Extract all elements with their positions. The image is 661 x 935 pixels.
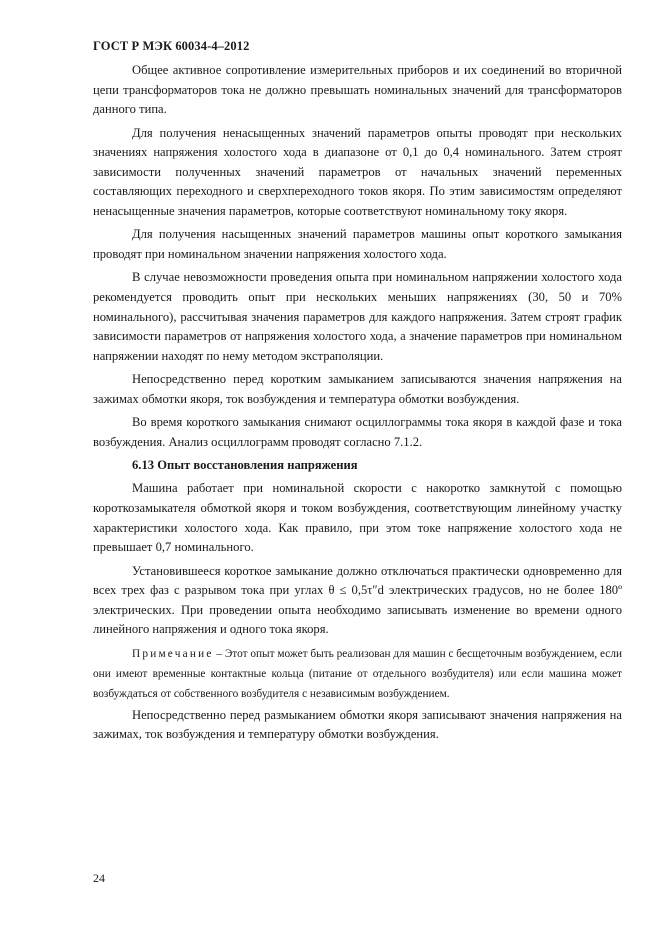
paragraph-reduced-voltage-test: В случае невозможности проведения опыта при номинальном напряжении холостого хода рекомендуется проводить опыт при нескольких меньших напряжениях (30, 50 и 70% номинального), рассчитывая значения параметров для каждого напряжения. Затем строят график зависимости параметров от напряжения холостого хода, а значение параметров при номинальном напряжении находят по нему методом экстраполяции. (93, 270, 622, 363)
note-paragraph (93, 644, 622, 704)
paragraph-transformer-resistance: Общее активное сопротивление измерительных приборов и их соединений во вторичной цепи трансформаторов тока не должно превышать номинальных значений для трансформаторов данного типа. (93, 63, 622, 117)
paragraph-oscillograms: Во время короткого замыкания снимают осциллограммы тока якоря в каждой фазе и тока возбуждения. Анализ осциллограмм проводят согласно 7.1.2. (93, 415, 622, 449)
paragraph-unsaturated-parameters: Для получения ненасыщенных значений параметров опыты проводят при нескольких значениях напряжения холостого хода в диапазоне от 0,1 до 0,4 номинального. Затем строят зависимости полученных значений параметров от начальных значений переменных составляющих переходного и сверхпереходного токов якоря. По этим зависимостям определяют ненасыщенные значения параметров, которые соответствуют номинальному току якоря. (93, 125, 622, 218)
angle-formula: θ ≤ 0,5τ″d (328, 583, 384, 598)
page-number: 24 (93, 871, 105, 885)
paragraph-saturated-parameters: Для получения насыщенных значений параметров машины опыт короткого замыкания проводят при номинальном значении напряжения холостого хода. (93, 227, 622, 261)
note-text: – Этот опыт может быть реализован для машин с бесщеточным возбуждением, если они имеют временные контактные кольца (питание от отдельного возбудителя) или если машина может возбуждаться от собственного возбудителя с независимым возбуждением. (93, 647, 622, 700)
document-body (93, 61, 622, 749)
section-title: 6.13 Опыт восстановления напряжения (132, 458, 358, 473)
note-label: Примечание (132, 647, 214, 660)
paragraph-text: электрических градусов, но не более 180º электрических. При проведении опыта необходимо записывать изменение во времени одного линейного напряжения и одного тока якоря. (93, 583, 622, 637)
paragraph-machine-operation: Машина работает при номинальной скорости с накоротко замкнутой с помощью короткозамыкателя обмоткой якоря и током возбуждения, соответствующим линейному участку характеристики холостого хода. Как правило, при этом токе напряжение холостого хода не превышает 0,7 номинального. (93, 481, 622, 555)
paragraph-pre-opening-records: Непосредственно перед размыканием обмотки якоря записывают значения напряжения на зажимах, ток возбуждения и температуру обмотки возбуждения. (93, 707, 622, 742)
paragraph-pre-short-circuit-records: Непосредственно перед коротким замыканием записываются значения напряжения на зажимах обмотки якоря, ток возбуждения и температура обмотки возбуждения. (93, 372, 622, 406)
paragraph-text: Установившееся короткое замыкание должно отключаться практически одновременно для всех трех фаз с разрывом тока при углах (93, 563, 622, 598)
document-header: ГОСТ Р МЭК 60034-4–2012 (93, 39, 250, 53)
paragraph-short-circuit-disconnect (93, 562, 622, 640)
